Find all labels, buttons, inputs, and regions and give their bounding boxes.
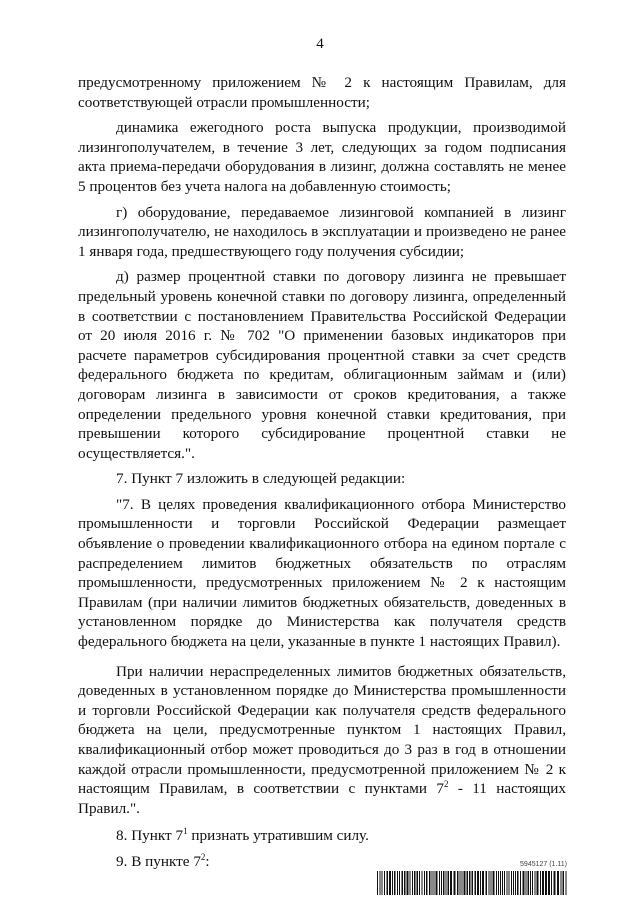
paragraph-item-d: д) размер процентной ставки по договору лизинга не превышает предельный уровень конечной ставки по договору лизинга, определенный в соответствии с постановлением Правительства Российской Федерации от 20 июля 2016 г. № 702 "О применении базовых индикаторов при расчете параметров субсидирования процентной ставки за счет средств федерального бюджета по кредитам, облигационным займам и (или) договорам лизинга в зависимости от сроков кредитования, а также определении предельного уровня конечной ставки кредитования, при превышении которого субсидирование процентной ставки не осуществляется.". — [78, 268, 566, 462]
paragraph-item-g: г) оборудование, передаваемое лизинговой компанией в лизинг лизингополучателю, не находилось в эксплуатации и произведено не ранее 1 января года, предшествующего году получения субсидии; — [78, 203, 566, 260]
paragraph-continuation: предусмотренному приложением № 2 к настоящим Правилам, для соответствующей отрасли промышленности; — [78, 74, 566, 111]
barcode — [377, 871, 567, 895]
paragraph-item-7-header: 7. Пункт 7 изложить в следующей редакции: — [116, 470, 406, 488]
paragraph-production-growth: динамика ежегодного роста выпуска продукции, производимой лизингополучателем, в течение 3 лет, следующих за годом подписания акта приема-передачи оборудования в лизинг, должна составлять не менее 5 процентов без учета налога на добавленную стоимость; — [78, 119, 566, 195]
paragraph-unallocated-limits: При наличии нераспределенных лимитов бюджетных обязательств, доведенных в установленном порядке до Министерства промышленности и торговли Российской Федерации как получателя средств федерального бюджета на цели, предусмотренные пунктом 1 настоящих Правил, квалификационный отбор может проводиться до 3 раз в год в отношении каждой отрасли промышленности, предусмотренной приложением № 2 к настоящим Правилам, в соответствии с пунктами $7^2 - 11$ настоящих Правил.". — [78, 662, 567, 817]
paragraph-item-9: 9. В пункте $7^2$: — [116, 851, 210, 870]
paragraph-item-8: 8. Пункт $7^1$ признать утратившим силу. — [116, 826, 369, 845]
document-body — [78, 73, 566, 872]
page-number: 4 — [316, 36, 324, 52]
paragraph-item-7-text: "7. В целях проведения квалификационного отбора Министерство промышленности и торговли Российской Федерации размещает объявление о проведении квалификационного отбора на едином портале с распределением лимитов бюджетных обязательств по отраслям промышленности, предусмотренных приложением № 2 к настоящим Правилам (при наличии лимитов бюджетных обязательств, доведенных в установленном порядке до Министерства как получателя средств федерального бюджета на цели, указанные в пункте 1 настоящих Правил). — [78, 495, 566, 651]
document-code: 5945127 (1.11) — [520, 861, 567, 868]
